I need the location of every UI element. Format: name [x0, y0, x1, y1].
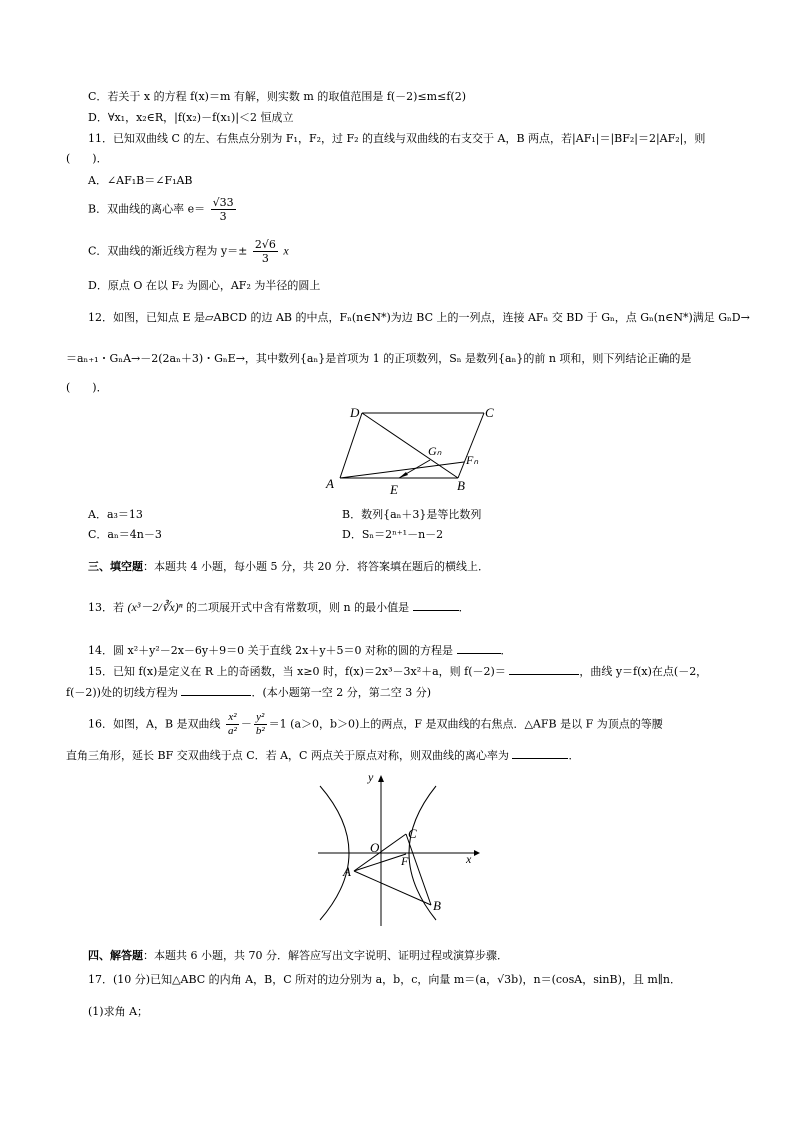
q16-fraction-x [226, 711, 239, 738]
q16-line2 [66, 746, 579, 764]
label-a: A [343, 864, 351, 879]
q11-option-b-text: B．双曲线的离心率 e＝ [88, 202, 206, 216]
section-4-title: 四、解答题 [88, 949, 143, 962]
label-d: D [350, 405, 360, 420]
parallelogram-figure [318, 402, 498, 498]
x-axis-arrow [474, 850, 480, 856]
q14-answer-blank[interactable] [457, 641, 501, 654]
q15-answer-blank-1[interactable] [509, 662, 579, 675]
q14 [88, 641, 512, 659]
q16-fraction-y-num: y² [254, 711, 267, 725]
q11-option-b-fraction [211, 196, 236, 223]
edge-cb [458, 413, 484, 478]
q11-option-c-text: C．双曲线的渐近线方程为 y＝± [88, 244, 248, 258]
q16-fraction-y-den: b² [255, 725, 265, 737]
q15-middle: ，曲线 y＝f(x)在点(－2， [579, 665, 708, 678]
q17-stem: 17．(10 分)已知△ABC 的内角 A，B，C 所对的边分别为 a，b，c，向量 m＝(a，√3b)，n＝(cosA，sinB)，且 m∥n． [88, 973, 681, 986]
q14-text: 14．圆 x²＋y²－2x－6y＋9＝0 关于直线 2x＋y＋5＝0 对称的圆的方程是 [88, 644, 454, 657]
q11-option-d: D．原点 O 在以 F₂ 为圆心，AF₂ 为半径的圆上 [88, 279, 321, 292]
q16-fraction-x-num: x² [226, 711, 239, 725]
q12-option-a: A．a₃＝13 [88, 508, 143, 521]
q16-line2-text: 直角三角形，延长 BF 交双曲线于点 C．若 A，C 两点关于原点对称，则双曲线的离心率为 [66, 749, 509, 762]
q13-text: 的二项展开式中含有常数项，则 n 的最小值是 [186, 601, 410, 614]
segment-ab [354, 871, 431, 905]
q11-option-c [88, 238, 289, 265]
label-y: y [368, 770, 374, 784]
q16-line1 [88, 711, 663, 738]
q12-option-d: D．Sₙ＝2ⁿ⁺¹－n－2 [342, 528, 444, 541]
q10-option-d: D．∀x₁，x₂∈R，|f(x₂)－f(x₁)|＜2 恒成立 [88, 111, 294, 124]
segment-cb [406, 834, 431, 905]
q13-answer-blank[interactable] [413, 598, 459, 611]
q15-line2 [66, 683, 431, 701]
label-c: C [485, 405, 494, 420]
q11-paren: ( )． [66, 152, 108, 165]
segment-af [354, 854, 406, 871]
q12-option-b: B．数列{aₙ＋3}是等比数列 [342, 508, 482, 521]
section-3-instructions: ：本题共 4 小题，每小题 5 分，共 20 分．将答案填在题后的横线上． [143, 560, 489, 573]
q15-line1 [88, 662, 707, 680]
diagonal-bd [362, 413, 458, 478]
label-x: x [466, 852, 472, 866]
q15-text: 15．已知 f(x)是定义在 R 上的奇函数，当 x≥0 时，f(x)＝2x³－3x²＋a，则 f(－2)＝ [88, 665, 506, 678]
y-axis-arrow [378, 775, 384, 782]
edge-ad [340, 413, 362, 478]
vector-arrowhead [399, 472, 408, 478]
q11-option-b-den: 3 [219, 210, 227, 223]
q13-prefix: 13．若 [88, 601, 124, 614]
q16-fraction-y [254, 711, 267, 738]
label-b: B [457, 478, 465, 493]
q16-answer-blank[interactable] [512, 746, 568, 759]
hyperbola-figure [312, 766, 484, 930]
label-gn: Gₙ [428, 444, 442, 458]
q16-minus: － [240, 717, 252, 731]
q13 [88, 598, 470, 616]
section-4-heading [88, 948, 508, 964]
q15-line2-text: f(－2))处的切线方程为 [66, 686, 178, 699]
label-o: O [370, 840, 380, 855]
q10-option-c: C．若关于 x 的方程 f(x)＝m 有解，则实数 m 的取值范围是 f(－2)≤m≤f(2) [88, 90, 466, 103]
q16-text: ＝1 (a＞0，b＞0)上的两点，F 是双曲线的右焦点．△AFB 是以 F 为顶点的等腰 [268, 717, 663, 731]
q14-end: ． [500, 644, 512, 657]
section-3-heading [88, 559, 489, 575]
q12-stem-line1: 12．如图，已知点 E 是▱ABCD 的边 AB 的中点，Fₙ(n∈N*)为边 BC 上的一列点，连接 AFₙ 交 BD 于 Gₙ，点 Gₙ(n∈N*)满足 GₙD→ [88, 311, 750, 324]
q12-paren: ( )． [66, 381, 108, 394]
label-e: E [390, 482, 398, 497]
q17-part-1: (1)求角 A； [88, 1005, 149, 1018]
q15-note: ．(本小题第一空 2 分，第二空 3 分) [251, 686, 432, 699]
q13-expression: (x³－2/∛x)ⁿ [127, 600, 183, 614]
q11-option-c-num: 2√6 [254, 238, 276, 251]
label-b: B [433, 898, 441, 913]
q11-option-a: A．∠AF₁B＝∠F₁AB [88, 174, 193, 187]
q12-option-c: C．aₙ＝4n－3 [88, 528, 162, 541]
label-c: C [408, 826, 417, 841]
label-a: A [326, 476, 334, 491]
q11-option-c-fraction [253, 238, 278, 265]
label-fn: Fₙ [466, 453, 479, 467]
q11-stem: 11．已知双曲线 C 的左、右焦点分别为 F₁，F₂，过 F₂ 的直线与双曲线的右支交于 A，B 两点，若|AF₁|＝|BF₂|＝2|AF₂|，则 [88, 132, 706, 145]
section-4-instructions: ：本题共 6 小题，共 70 分．解答应写出文字说明、证明过程或演算步骤． [143, 949, 508, 962]
q16-fraction-x-den: a² [228, 725, 237, 737]
q11-option-b-num: √33 [212, 196, 234, 209]
q13-end: ． [458, 601, 470, 614]
q16-end: ． [568, 749, 580, 762]
q11-option-b [88, 196, 238, 223]
label-f: F [401, 854, 409, 868]
q12-stem-line2: ＝aₙ₊₁・GₙA→－2(2aₙ＋3)・GₙE→，其中数列{aₙ}是首项为 1 的正项数列，Sₙ 是数列{aₙ}的前 n 项和，则下列结论正确的是 [66, 352, 692, 365]
q11-option-c-den: 3 [261, 252, 269, 265]
section-3-title: 三、填空题 [88, 560, 143, 573]
q11-option-c-x: x [283, 243, 289, 258]
q16-prefix: 16．如图，A，B 是双曲线 [88, 717, 221, 731]
q15-answer-blank-2[interactable] [181, 683, 251, 696]
